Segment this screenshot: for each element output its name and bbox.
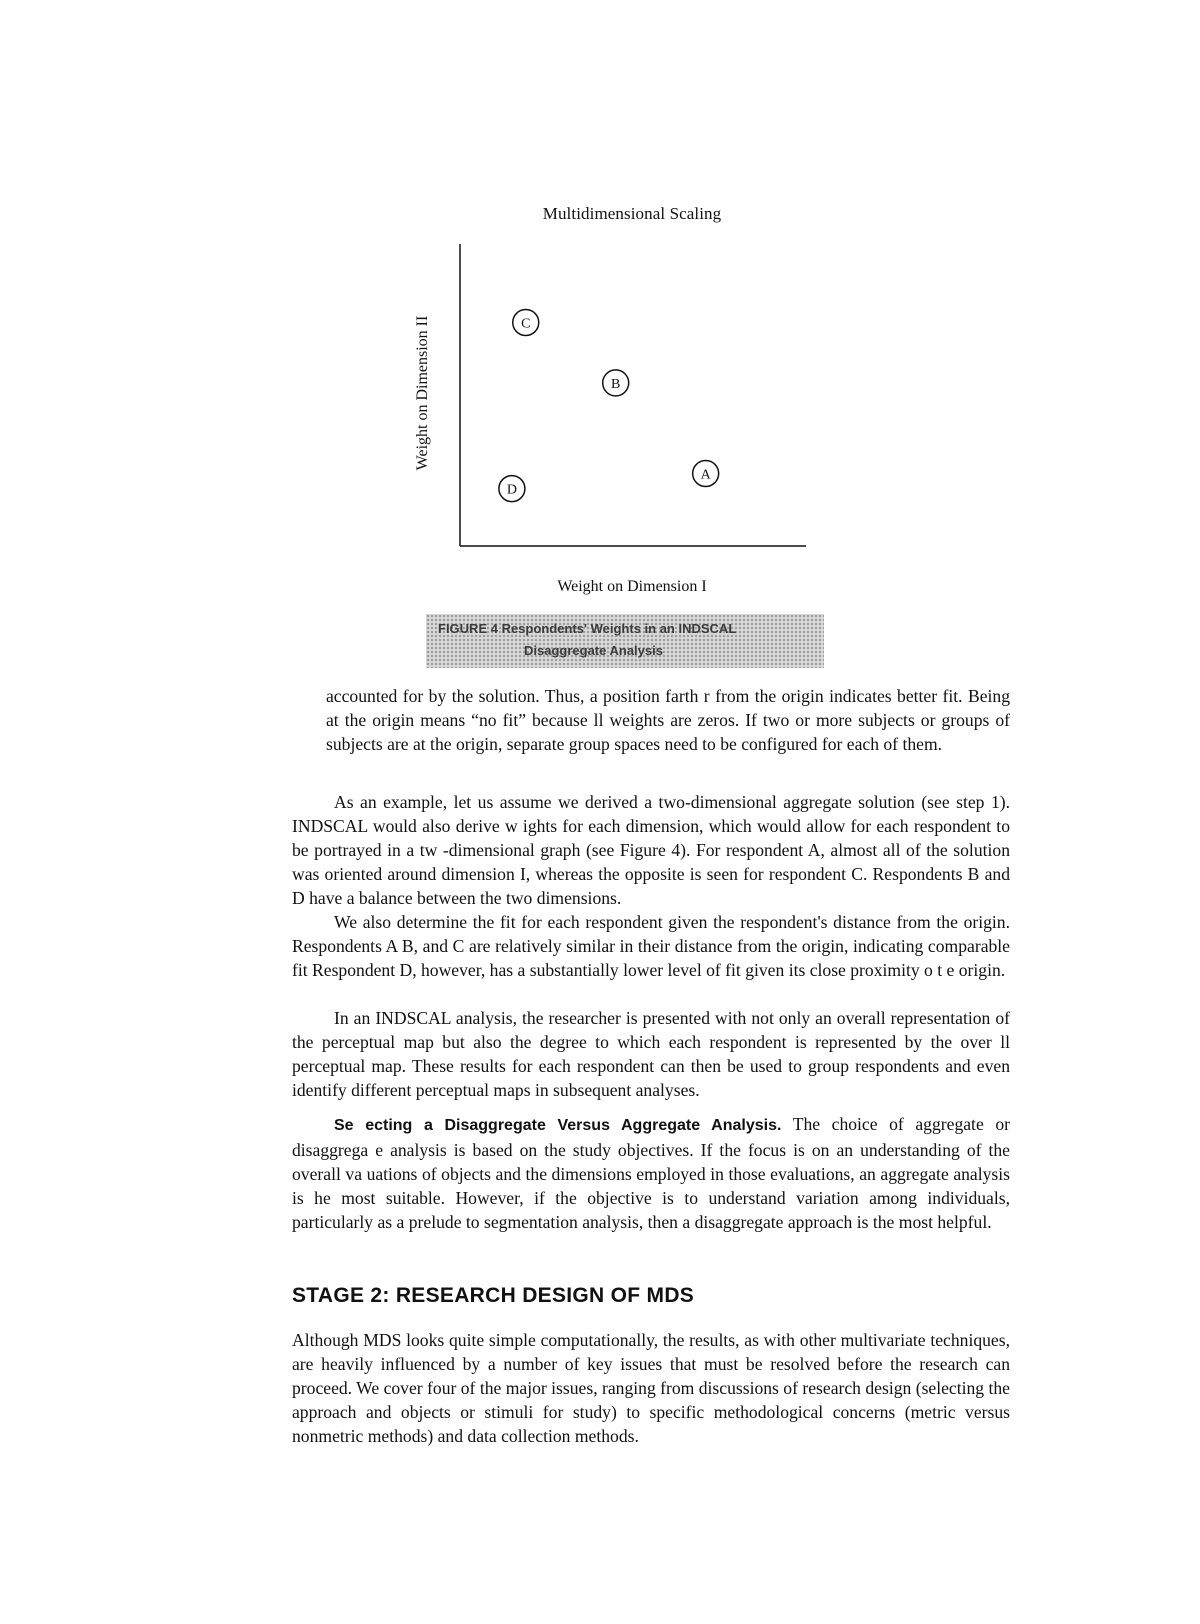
x-axis-label: Weight on Dimension I xyxy=(557,578,707,595)
figure-indscal-weights xyxy=(412,240,832,600)
section-heading: STAGE 2: RESEARCH DESIGN OF MDS xyxy=(292,1284,695,1307)
paragraph-example: As an example, let us assume we derived a two-dimensional aggregate solution (see step 1). INDSCAL would also derive w ights for each dimension, which would allow for each respondent to be portrayed in a tw -dimensional graph (see Figure 4). For respondent A, almost all of the solution was oriented around dimension I, whereas the opposite is seen for respondent C. Respondents B and D have a balance between the two dimensions. xyxy=(292,792,1010,908)
paragraph-fit: We also determine the fit for each respondent given the respondent's distance from the origin. Respondents A B, and C are relatively similar in their distance from the origin, indicating comparable fit Respondent D, however, has a substantially lower level of fit given its close proximity o t e origin. xyxy=(292,912,1010,980)
running-head: Multidimensional Scaling xyxy=(542,204,722,223)
data-points xyxy=(499,310,719,502)
paragraph-continuation: accounted for by the solution. Thus, a position farth r from the origin indicates better fit. Being at the origin means “no fit” because ll weights are zeros. If two or more subjects or groups of subjects are at the origin, separate group spaces need to be configured for each of them. xyxy=(326,686,1010,754)
figure-caption-line1: FIGURE 4 Respondents' Weights in an INDSCAL xyxy=(438,621,737,636)
figure-caption xyxy=(426,614,824,668)
data-point-d xyxy=(499,476,525,502)
data-point-label: C xyxy=(521,316,531,332)
figure-caption-line2: Disaggregate Analysis xyxy=(524,643,663,658)
run-in-heading: Se ecting a Disaggregate Versus Aggregate Analysis. xyxy=(334,1117,782,1134)
data-point-a xyxy=(693,461,719,487)
data-point-label: D xyxy=(506,482,517,498)
scatter-plot xyxy=(412,240,832,560)
subsection-text: The choice of aggregate or disaggrega e analysis is based on the study objectives. If the focus is on an understanding of the overall va uations of objects and the dimensions employed in those evaluations, an aggregate analysis is he most suitable. However, if the objective is to understand variation among individuals, particularly as a prelude to segmentation analysis, then a disaggregate approach is the most helpful. xyxy=(292,1114,1010,1232)
subsection-paragraph xyxy=(292,1112,1010,1234)
section-paragraph: Although MDS looks quite simple computationally, the results, as with other multivariate techniques, are heavily influenced by a number of key issues that must be resolved before the research can proceed. We cover four of the major issues, ranging from discussions of research design (selecting the approach and objects or stimuli for study) to specific methodological concerns (metric versus nonmetric methods) and data collection methods. xyxy=(292,1330,1010,1446)
y-axis-label: Weight on Dimension II xyxy=(414,315,431,471)
data-point-b xyxy=(603,370,629,396)
paragraph-indscal-analysis: In an INDSCAL analysis, the researcher is presented with not only an overall representation of the perceptual map but also the degree to which each respondent is represented by the over ll perceptual map. These results for each respondent can then be used to group respondents and even identify different perceptual maps in subsequent analyses. xyxy=(292,1008,1010,1100)
data-point-c xyxy=(513,310,539,336)
data-point-label: A xyxy=(700,467,711,483)
data-point-label: B xyxy=(611,376,621,392)
